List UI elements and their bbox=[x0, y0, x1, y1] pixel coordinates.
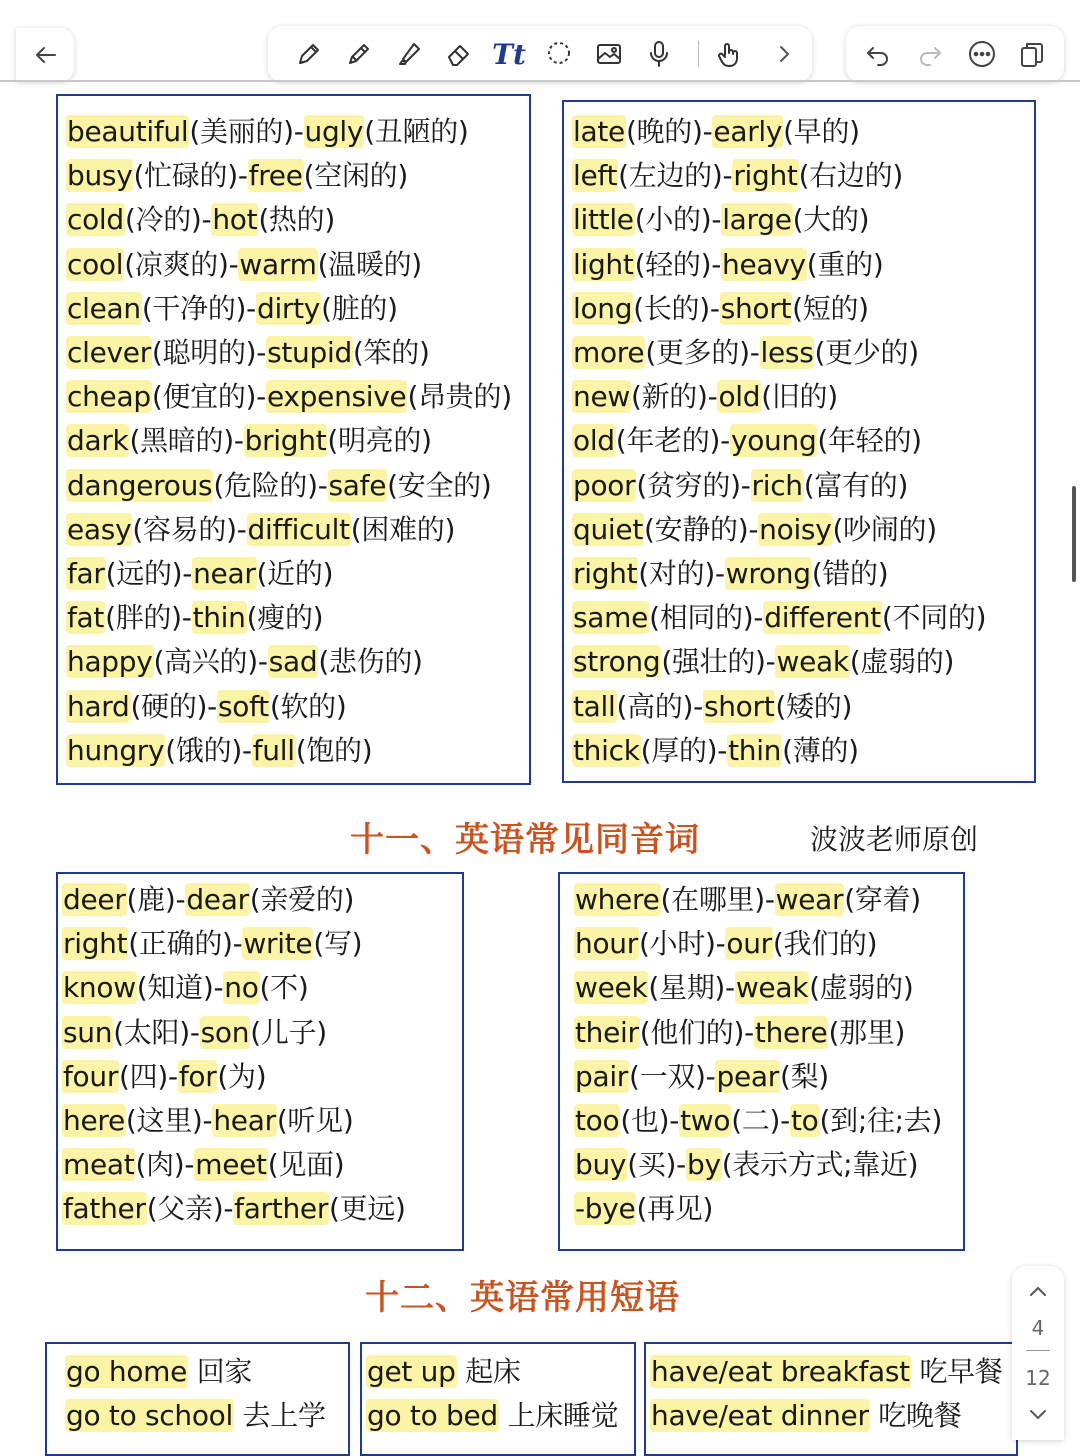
phrases-box-3 bbox=[644, 1342, 1018, 1456]
english-word: ugly bbox=[304, 115, 364, 148]
english-word: short bbox=[703, 689, 775, 723]
chinese-meaning: (贫穷的)- bbox=[636, 468, 751, 502]
chinese-meaning: (更多的)- bbox=[645, 336, 760, 369]
word-pair-line bbox=[572, 379, 838, 415]
english-word: strong bbox=[573, 645, 661, 679]
chinese-meaning: (忙碌的)- bbox=[133, 159, 248, 193]
english-word: left bbox=[573, 159, 618, 193]
chinese-meaning: (便宜的)- bbox=[151, 380, 266, 414]
chinese-meaning: (表示方式;靠近) bbox=[721, 1148, 919, 1182]
english-word: two bbox=[680, 1104, 731, 1137]
english-word: far bbox=[67, 557, 105, 590]
english-word: near bbox=[193, 557, 256, 590]
chinese-meaning: (错的) bbox=[811, 557, 889, 590]
chinese-meaning: (虚弱的) bbox=[809, 971, 914, 1005]
english-word: pear bbox=[716, 1059, 779, 1093]
phrase-line bbox=[366, 1398, 618, 1434]
chinese-meaning: (梨) bbox=[779, 1059, 829, 1093]
english-word: right bbox=[63, 927, 128, 961]
word-pair-line bbox=[574, 882, 921, 918]
total-pages: 12 bbox=[1025, 1366, 1051, 1390]
word-pair-line bbox=[62, 1191, 406, 1227]
chinese-meaning: (美丽的)- bbox=[189, 115, 304, 148]
chinese-meaning: (新的)- bbox=[630, 380, 718, 414]
chinese-meaning: (长的)- bbox=[633, 291, 720, 325]
english-word: son bbox=[200, 1015, 250, 1049]
english-word: no bbox=[224, 971, 259, 1005]
english-word: four bbox=[63, 1059, 119, 1093]
top-toolbar bbox=[0, 0, 1080, 82]
english-word: poor bbox=[573, 468, 636, 502]
word-pair-line bbox=[574, 1103, 942, 1139]
phrase-line bbox=[65, 1354, 252, 1390]
pages-icon[interactable] bbox=[1012, 34, 1052, 74]
chinese-meaning: (写) bbox=[313, 927, 363, 961]
chinese-meaning: (近的) bbox=[256, 557, 334, 590]
chinese-meaning: (父亲)- bbox=[146, 1192, 234, 1226]
english-word: thin bbox=[192, 601, 246, 635]
more-icon[interactable] bbox=[962, 34, 1002, 74]
chinese-meaning: (瘦的) bbox=[246, 601, 324, 635]
chinese-meaning: (黑暗的)- bbox=[129, 424, 244, 458]
word-pair-line bbox=[572, 423, 922, 459]
chinese-meaning: (重的) bbox=[806, 247, 884, 281]
chinese-meaning: (矮的) bbox=[775, 689, 853, 723]
chinese-meaning: (干净的)- bbox=[141, 291, 256, 325]
chinese-meaning: (安静的)- bbox=[644, 512, 759, 546]
chinese-phrase: 回家 bbox=[188, 1355, 253, 1388]
chinese-meaning: (那里) bbox=[828, 1015, 906, 1049]
english-word: long bbox=[573, 291, 633, 325]
chinese-meaning: (见面) bbox=[267, 1148, 345, 1182]
phrases-box-2 bbox=[360, 1342, 636, 1456]
chinese-meaning: (大的) bbox=[792, 203, 870, 237]
english-word: hungry bbox=[67, 733, 165, 767]
chinese-meaning: (温暖的) bbox=[317, 247, 422, 281]
english-word: know bbox=[63, 971, 136, 1005]
english-word: to bbox=[791, 1104, 819, 1137]
chinese-meaning: (明亮的) bbox=[327, 424, 432, 458]
chinese-meaning: (太阳)- bbox=[113, 1015, 200, 1049]
chinese-meaning: (厚的)- bbox=[640, 733, 728, 767]
chinese-meaning: (二)- bbox=[731, 1104, 790, 1137]
english-word: dirty bbox=[256, 291, 321, 325]
chinese-meaning: (再见) bbox=[636, 1192, 714, 1226]
text-tool-label: Tt bbox=[492, 37, 526, 71]
english-word: little bbox=[573, 203, 634, 237]
word-pair-line bbox=[62, 1059, 266, 1095]
word-pair-line bbox=[572, 512, 937, 548]
chinese-phrase: 吃早餐 bbox=[910, 1355, 1003, 1388]
english-word: pair bbox=[575, 1059, 629, 1093]
english-word: beautiful bbox=[67, 115, 189, 148]
chinese-meaning: (知道)- bbox=[136, 971, 224, 1005]
english-word: our bbox=[726, 927, 772, 961]
chinese-meaning: (小时)- bbox=[638, 927, 726, 961]
chinese-meaning: (不同的) bbox=[881, 601, 987, 635]
lasso-icon[interactable] bbox=[539, 34, 579, 74]
word-pair-line bbox=[572, 335, 919, 371]
english-phrase: have/eat breakfast bbox=[651, 1355, 910, 1388]
english-word: hear bbox=[213, 1104, 276, 1137]
word-pair-line bbox=[66, 556, 333, 592]
english-word: easy bbox=[67, 512, 132, 546]
word-pair-line bbox=[66, 512, 455, 548]
chinese-meaning: (危险的)- bbox=[213, 468, 328, 502]
english-word: busy bbox=[67, 159, 133, 193]
english-word: there bbox=[754, 1015, 828, 1049]
chinese-meaning: (这里)- bbox=[125, 1104, 213, 1137]
chinese-meaning: (儿子) bbox=[250, 1015, 327, 1049]
hand-touch-icon[interactable] bbox=[709, 34, 749, 74]
english-word: clever bbox=[67, 336, 151, 369]
word-pair-line bbox=[572, 644, 954, 680]
english-word: their bbox=[575, 1015, 639, 1049]
english-word: dear bbox=[186, 883, 249, 916]
chinese-meaning: (我们的) bbox=[772, 927, 878, 961]
english-word: full bbox=[252, 733, 295, 767]
word-pair-line bbox=[574, 1015, 905, 1051]
english-word: tall bbox=[573, 689, 616, 723]
english-word: rich bbox=[751, 468, 803, 502]
chinese-meaning: (对的)- bbox=[638, 557, 725, 590]
english-word: soft bbox=[217, 689, 269, 723]
undo-icon[interactable] bbox=[858, 34, 898, 74]
drawing-tools-bar bbox=[268, 26, 812, 82]
english-word: right bbox=[733, 159, 798, 193]
english-word: expensive bbox=[266, 380, 407, 414]
english-word: free bbox=[248, 159, 303, 193]
chinese-meaning: (四)- bbox=[119, 1059, 178, 1093]
chinese-meaning: (晚的)- bbox=[625, 115, 713, 148]
redo-icon[interactable] bbox=[910, 34, 950, 74]
chinese-meaning: (左边的)- bbox=[618, 159, 733, 193]
english-word: light bbox=[573, 247, 634, 281]
eraser-icon[interactable] bbox=[439, 34, 479, 74]
english-word: cool bbox=[67, 247, 124, 281]
antonyms-box-left bbox=[56, 94, 531, 785]
chinese-meaning: (聪明的)- bbox=[151, 336, 267, 369]
english-word: where bbox=[575, 883, 660, 916]
english-word: less bbox=[760, 336, 814, 369]
chinese-meaning: (更少的) bbox=[814, 336, 919, 369]
homophones-box-right bbox=[558, 872, 965, 1251]
chinese-meaning: (早的) bbox=[783, 115, 860, 148]
chinese-meaning: (笨的) bbox=[352, 336, 430, 369]
word-pair-line bbox=[66, 379, 512, 415]
chinese-meaning: (鹿)- bbox=[126, 883, 186, 916]
chinese-meaning: (星期)- bbox=[648, 971, 735, 1005]
chinese-meaning: (买)- bbox=[627, 1148, 686, 1182]
english-phrase: get up bbox=[367, 1355, 456, 1388]
phrase-line bbox=[65, 1398, 326, 1434]
scrollbar[interactable] bbox=[1072, 486, 1076, 582]
antonyms-box-right bbox=[562, 100, 1036, 783]
english-word: wear bbox=[775, 883, 844, 916]
toolbar-divider bbox=[698, 41, 699, 67]
english-word: old bbox=[573, 424, 615, 458]
chinese-meaning: (脏的) bbox=[321, 291, 398, 325]
chinese-meaning: (不) bbox=[259, 971, 309, 1005]
chinese-phrase: 起床 bbox=[456, 1355, 521, 1388]
word-pair-line bbox=[66, 423, 432, 459]
english-word: sun bbox=[63, 1015, 113, 1049]
english-word: wrong bbox=[725, 557, 811, 590]
english-word: cheap bbox=[67, 380, 151, 414]
chinese-meaning: (硬的)- bbox=[130, 689, 217, 723]
chinese-meaning: (小的)- bbox=[634, 203, 722, 237]
english-phrase: have/eat dinner bbox=[651, 1399, 869, 1432]
word-pair-line bbox=[574, 1147, 918, 1183]
chinese-meaning: (听见) bbox=[276, 1104, 354, 1137]
chinese-phrase: 去上学 bbox=[233, 1399, 326, 1432]
word-pair-line bbox=[572, 291, 869, 327]
back-button[interactable] bbox=[16, 28, 74, 82]
english-word: week bbox=[575, 971, 648, 1005]
english-word: hour bbox=[575, 927, 638, 961]
word-pair-line bbox=[572, 468, 908, 504]
english-word: late bbox=[573, 115, 625, 148]
chinese-meaning: (高的)- bbox=[616, 689, 703, 723]
word-pair-line bbox=[66, 202, 335, 238]
chinese-meaning: (一双)- bbox=[629, 1059, 716, 1093]
chinese-meaning: (饿的)- bbox=[165, 733, 252, 767]
chinese-meaning: (为) bbox=[217, 1059, 267, 1093]
chinese-meaning: (肉)- bbox=[135, 1148, 195, 1182]
phrase-line bbox=[650, 1354, 1003, 1390]
english-word: bright bbox=[244, 424, 327, 458]
chevron-right-icon[interactable] bbox=[764, 34, 804, 74]
english-word: cold bbox=[67, 203, 124, 237]
word-pair-line bbox=[66, 689, 346, 725]
word-pair-line bbox=[572, 247, 883, 283]
chinese-meaning: (冷的)- bbox=[124, 203, 212, 237]
chinese-meaning: (凉爽的)- bbox=[124, 247, 239, 281]
english-word: noisy bbox=[759, 512, 832, 546]
chinese-meaning: (年轻的) bbox=[817, 424, 922, 458]
toolbar-divider-line bbox=[0, 80, 1080, 82]
english-word: dark bbox=[67, 424, 129, 458]
phrases-box-1 bbox=[45, 1342, 350, 1456]
phrase-line bbox=[366, 1354, 521, 1390]
author-credit: 波波老师原创 bbox=[810, 823, 979, 856]
chinese-meaning: (更远) bbox=[329, 1192, 406, 1226]
chinese-meaning: (亲爱的) bbox=[249, 883, 355, 916]
english-word: deer bbox=[63, 883, 126, 916]
chinese-meaning: (强壮的)- bbox=[661, 645, 776, 679]
page-navigator bbox=[1012, 1266, 1064, 1440]
english-word: difficult bbox=[247, 512, 350, 546]
word-pair-line bbox=[572, 556, 888, 592]
word-pair-line bbox=[62, 970, 308, 1006]
section-title-homophones: 十一、英语常见同音词 bbox=[350, 820, 700, 860]
chinese-meaning: (丑陋的) bbox=[364, 115, 469, 148]
english-word: warm bbox=[239, 247, 317, 281]
back-arrow-icon[interactable] bbox=[26, 35, 66, 75]
word-pair-line bbox=[572, 600, 986, 636]
word-pair-line bbox=[66, 247, 422, 283]
chinese-meaning: (到;往;去) bbox=[819, 1104, 943, 1137]
word-pair-line bbox=[66, 468, 492, 504]
english-word: quiet bbox=[573, 512, 644, 546]
highlighter-icon[interactable] bbox=[389, 34, 429, 74]
word-pair-line bbox=[572, 114, 860, 150]
word-pair-line bbox=[66, 291, 398, 327]
english-word: for bbox=[178, 1059, 217, 1093]
word-pair-line bbox=[574, 1059, 829, 1095]
english-word: old bbox=[718, 380, 761, 414]
chinese-meaning: (他们的)- bbox=[639, 1015, 754, 1049]
chinese-meaning: (年老的)- bbox=[615, 424, 730, 458]
english-word: dangerous bbox=[67, 468, 213, 502]
chinese-meaning: (富有的) bbox=[803, 468, 909, 502]
chinese-meaning: (悲伤的) bbox=[318, 645, 423, 679]
chinese-meaning: (正确的)- bbox=[128, 927, 243, 961]
english-word: early bbox=[713, 115, 783, 148]
word-pair-line bbox=[66, 114, 469, 150]
chinese-meaning: (轻的)- bbox=[634, 247, 722, 281]
chinese-meaning: (右边的) bbox=[798, 159, 903, 193]
word-pair-line bbox=[62, 882, 354, 918]
word-pair-line bbox=[572, 202, 869, 238]
english-word: large bbox=[722, 203, 792, 237]
phrase-line bbox=[650, 1398, 961, 1434]
english-word: clean bbox=[67, 291, 141, 325]
chinese-phrase: 上床睡觉 bbox=[498, 1399, 619, 1432]
chinese-meaning: (薄的) bbox=[782, 733, 859, 767]
english-phrase: go home bbox=[66, 1355, 188, 1388]
chinese-meaning: (胖的)- bbox=[105, 601, 192, 635]
chinese-meaning: (容易的)- bbox=[132, 512, 247, 546]
homophones-box-left bbox=[56, 872, 464, 1251]
section-title-phrases: 十二、英语常用短语 bbox=[365, 1278, 680, 1318]
english-word: fat bbox=[67, 601, 105, 635]
chinese-meaning: (虚弱的) bbox=[849, 645, 955, 679]
word-pair-line bbox=[66, 600, 323, 636]
english-word: hard bbox=[67, 689, 130, 723]
word-pair-line bbox=[62, 1147, 344, 1183]
pen-icon[interactable] bbox=[289, 34, 329, 74]
english-word: hot bbox=[212, 203, 258, 237]
word-pair-line bbox=[66, 335, 430, 371]
english-word: new bbox=[573, 380, 630, 414]
chinese-meaning: (在哪里)- bbox=[660, 883, 775, 916]
word-pair-line bbox=[572, 733, 859, 769]
chinese-meaning: (软的) bbox=[269, 689, 347, 723]
chinese-meaning: (相同的)- bbox=[649, 601, 764, 635]
word-pair-line bbox=[572, 158, 903, 194]
english-word: young bbox=[730, 424, 817, 458]
english-word: father bbox=[63, 1192, 146, 1226]
page-up-icon[interactable] bbox=[1018, 1272, 1058, 1312]
english-word: meat bbox=[63, 1148, 135, 1182]
word-pair-line bbox=[62, 926, 362, 962]
chinese-meaning: (短的) bbox=[792, 291, 869, 325]
chinese-meaning: (饱的) bbox=[295, 733, 373, 767]
english-word: thin bbox=[728, 733, 782, 767]
pencil-icon[interactable] bbox=[339, 34, 379, 74]
image-icon[interactable] bbox=[589, 34, 629, 74]
page-divider bbox=[1026, 1350, 1050, 1351]
english-word: by bbox=[686, 1148, 721, 1182]
english-word: -bye bbox=[575, 1192, 636, 1226]
english-word: thick bbox=[573, 733, 640, 767]
english-word: more bbox=[573, 336, 645, 369]
chinese-meaning: (穿着) bbox=[844, 883, 921, 916]
microphone-icon[interactable] bbox=[639, 34, 679, 74]
chinese-meaning: (安全的) bbox=[387, 468, 492, 502]
word-pair-line bbox=[574, 1191, 713, 1227]
chinese-meaning: (困难的) bbox=[350, 512, 456, 546]
word-pair-line bbox=[66, 733, 372, 769]
english-word: short bbox=[720, 291, 792, 325]
english-word: too bbox=[575, 1104, 620, 1137]
word-pair-line bbox=[62, 1015, 327, 1051]
chinese-meaning: (高兴的)- bbox=[153, 645, 268, 679]
document-actions-bar bbox=[846, 26, 1064, 82]
chinese-meaning: (旧的) bbox=[761, 380, 838, 414]
english-word: farther bbox=[234, 1192, 329, 1226]
english-word: weak bbox=[776, 645, 849, 679]
chinese-meaning: (也)- bbox=[620, 1104, 680, 1137]
word-pair-line bbox=[66, 158, 408, 194]
english-word: meet bbox=[195, 1148, 267, 1182]
chinese-meaning: (热的) bbox=[258, 203, 335, 237]
word-pair-line bbox=[572, 689, 852, 725]
english-word: different bbox=[764, 601, 881, 635]
word-pair-line bbox=[62, 1103, 353, 1139]
english-word: stupid bbox=[267, 336, 352, 369]
chinese-meaning: (昂贵的) bbox=[407, 380, 512, 414]
english-word: buy bbox=[575, 1148, 627, 1182]
english-word: happy bbox=[67, 645, 153, 679]
english-word: sad bbox=[268, 645, 318, 679]
chinese-meaning: (吵闹的) bbox=[832, 512, 937, 546]
chinese-meaning: (空闲的) bbox=[303, 159, 409, 193]
english-word: right bbox=[573, 557, 638, 590]
chinese-meaning: (远的)- bbox=[105, 557, 193, 590]
english-phrase: go to school bbox=[66, 1399, 233, 1432]
english-word: same bbox=[573, 601, 649, 635]
word-pair-line bbox=[574, 926, 877, 962]
chinese-phrase: 吃晚餐 bbox=[869, 1399, 962, 1432]
english-word: here bbox=[63, 1104, 125, 1137]
english-word: write bbox=[243, 927, 313, 961]
word-pair-line bbox=[66, 644, 423, 680]
text-tool-icon[interactable] bbox=[489, 34, 529, 74]
english-word: weak bbox=[735, 971, 809, 1005]
english-phrase: go to bed bbox=[367, 1399, 498, 1432]
english-word: safe bbox=[328, 468, 387, 502]
current-page: 4 bbox=[1031, 1316, 1045, 1340]
word-pair-line bbox=[574, 970, 914, 1006]
page-down-icon[interactable] bbox=[1018, 1394, 1058, 1434]
english-word: heavy bbox=[722, 247, 806, 281]
